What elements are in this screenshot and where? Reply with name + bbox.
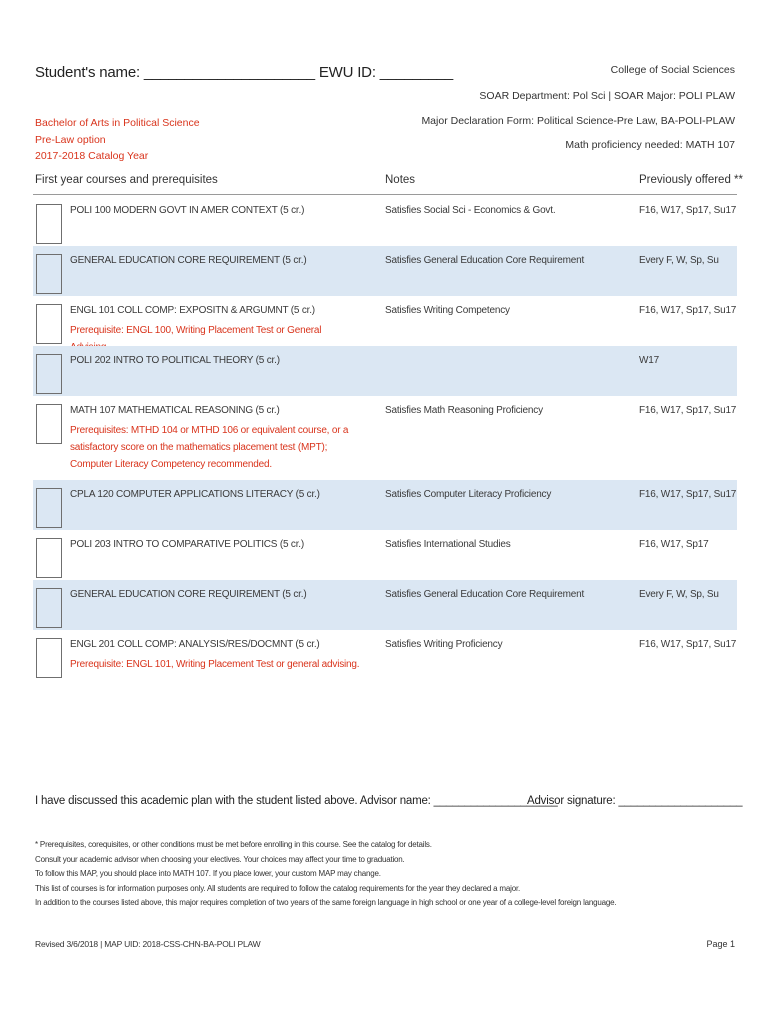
soar-info: SOAR Department: Pol Sci | SOAR Major: POLI PLAW [479, 90, 735, 102]
footnote: Consult your academic advisor when choosing your electives. Your choices may affect your time to graduation. [35, 854, 405, 864]
course-title: GENERAL EDUCATION CORE REQUIREMENT (5 cr.) [70, 255, 307, 266]
course-title: POLI 202 INTRO TO POLITICAL THEORY (5 cr.) [70, 355, 280, 366]
catalog-year: 2017-2018 Catalog Year [35, 150, 149, 162]
course-offered: F16, W17, Sp17, Su17 [639, 405, 737, 416]
course-checkbox[interactable] [36, 404, 62, 444]
course-row [33, 196, 737, 246]
page-number: Page 1 [706, 939, 735, 949]
option-name: Pre-Law option [35, 133, 106, 146]
course-offered: F16, W17, Sp17, Su17 [639, 489, 737, 500]
course-offered: F16, W17, Sp17, Su17 [639, 639, 737, 650]
course-prerequisite: Prerequisites: MTHD 104 or MTHD 106 or equivalent course, or a satisfactory score on the mathematics placement test (MPT); Computer Literacy Competency recommended. [70, 425, 349, 470]
column-header-courses: First year courses and prerequisites [35, 174, 218, 186]
course-note: Satisfies Math Reasoning Proficiency [385, 405, 543, 416]
course-row [33, 580, 737, 630]
course-note: Satisfies International Studies [385, 539, 511, 550]
course-row [33, 346, 737, 396]
course-prerequisite: Prerequisite: ENGL 100, Writing Placement Test or General [70, 325, 322, 336]
student-name-line: Student's name: _____________________ EWU ID: _________ [35, 64, 454, 81]
advisor-name-line: I have discussed this academic plan with the student listed above. Advisor name: ____________________ [35, 795, 558, 807]
course-title: POLI 203 INTRO TO COMPARATIVE POLITICS (5 cr.) [70, 539, 305, 550]
footnote: This list of courses is for information purposes only. All students are required to follow the catalog requirements for the year they declared a major. [35, 883, 521, 893]
course-note: Satisfies Writing Proficiency [385, 639, 503, 650]
course-title: CPLA 120 COMPUTER APPLICATIONS LITERACY (5 cr.) [70, 489, 320, 500]
course-row [33, 530, 737, 580]
header-divider [33, 194, 737, 195]
course-note: Satisfies Computer Literacy Proficiency [385, 489, 552, 500]
course-checkbox[interactable] [36, 588, 62, 628]
course-offered: Every F, W, Sp, Su [639, 255, 719, 266]
footnote: In addition to the courses listed above, this major requires completion of two years of the same foreign language in high school or one year of a college-level foreign language. [35, 898, 617, 908]
footnote: To follow this MAP, you should place into MATH 107. If you place lower, your custom MAP may change. [35, 869, 381, 879]
course-row [33, 480, 737, 530]
course-checkbox[interactable] [36, 538, 62, 578]
course-table [33, 196, 737, 680]
course-checkbox[interactable] [36, 638, 62, 678]
course-checkbox[interactable] [36, 304, 62, 344]
course-title: POLI 100 MODERN GOVT IN AMER CONTEXT (5 cr.) [70, 205, 305, 216]
advisor-signature-line: Advisor signature: ____________________ [527, 795, 743, 807]
course-note: Satisfies Social Sci - Economics & Govt. [385, 205, 556, 216]
course-note: Satisfies Writing Competency [385, 305, 510, 316]
footnotes [35, 838, 616, 911]
course-offered: W17 [639, 355, 659, 366]
course-title: ENGL 201 COLL COMP: ANALYSIS/RES/DOCMNT (5 cr.) [70, 639, 320, 650]
course-row [33, 246, 737, 296]
course-checkbox[interactable] [36, 254, 62, 294]
course-title: GENERAL EDUCATION CORE REQUIREMENT (5 cr.) [70, 589, 307, 600]
course-offered: Every F, W, Sp, Su [639, 589, 719, 600]
column-header-offered: Previously offered ** [639, 174, 743, 186]
degree-name: Bachelor of Arts in Political Science [35, 117, 200, 129]
course-checkbox[interactable] [36, 354, 62, 394]
course-note: Satisfies General Education Core Requirement [385, 589, 585, 600]
column-header-notes: Notes [385, 174, 416, 186]
course-offered: F16, W17, Sp17, Su17 [639, 305, 737, 316]
course-row [33, 296, 737, 346]
program-info [35, 115, 200, 165]
footnote: * Prerequisites, corequisites, or other conditions must be met before enrolling in this course. See the catalog for details. [35, 840, 432, 849]
revision-info: Revised 3/6/2018 | MAP UID: 2018-CSS-CHN-BA-POLI PLAW [35, 939, 261, 949]
course-row [33, 396, 737, 480]
course-title: MATH 107 MATHEMATICAL REASONING (5 cr.) [70, 405, 280, 416]
course-row [33, 630, 737, 680]
course-offered: F16, W17, Sp17, Su17 [639, 205, 737, 216]
course-checkbox[interactable] [36, 204, 62, 244]
course-title: ENGL 101 COLL COMP: EXPOSITN & ARGUMNT (5 cr.) [70, 305, 315, 316]
college-name: College of Social Sciences [610, 64, 735, 76]
major-declaration: Major Declaration Form: Political Science-Pre Law, BA-POLI-PLAW [421, 115, 735, 127]
math-proficiency: Math proficiency needed: MATH 107 [565, 139, 735, 151]
course-checkbox[interactable] [36, 488, 62, 528]
course-note: Satisfies General Education Core Requirement [385, 255, 585, 266]
course-offered: F16, W17, Sp17 [639, 539, 709, 550]
course-prerequisite: Prerequisite: ENGL 101, Writing Placement Test or general advising. [70, 659, 360, 670]
